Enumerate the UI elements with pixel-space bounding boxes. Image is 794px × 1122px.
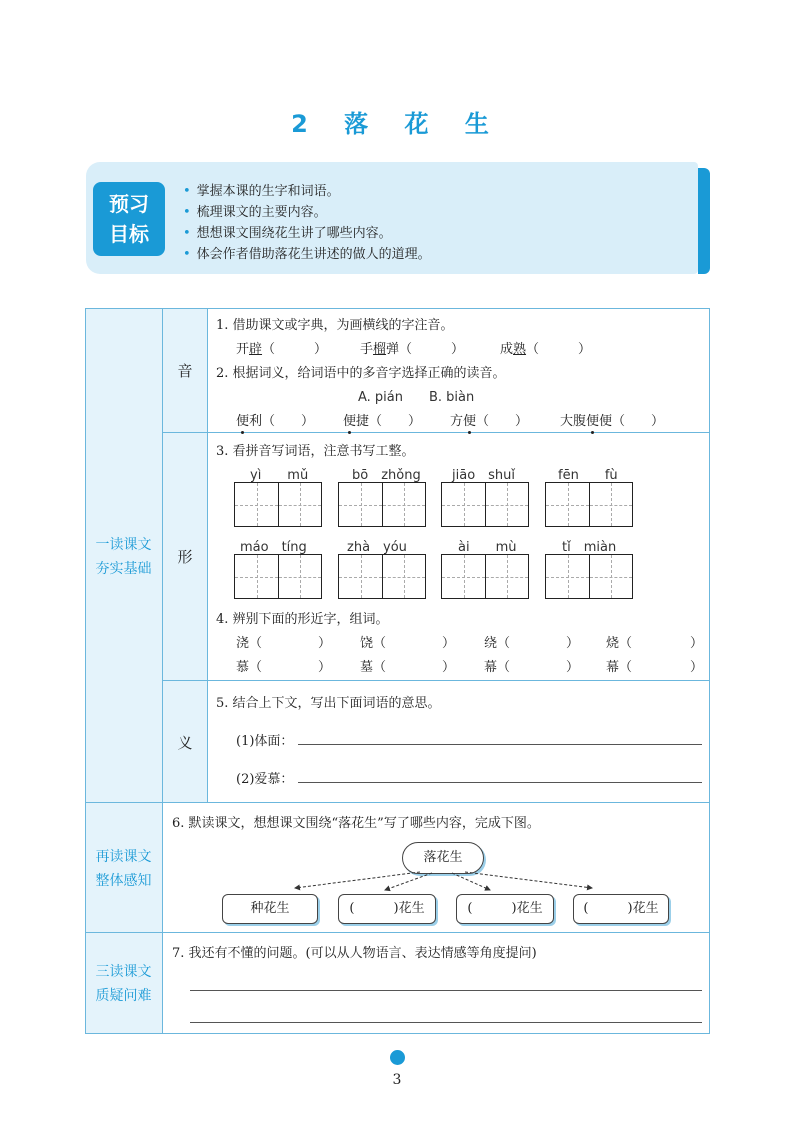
q4-close: ）	[690, 636, 704, 651]
pinyin-label: fēn fù	[558, 468, 618, 483]
q5-item-label: (1)体面：	[236, 734, 294, 749]
question-5: 5. 结合上下文，写出下面词语的意思。	[216, 696, 441, 711]
q4-item[interactable]: 浇（	[236, 636, 263, 651]
diagram-node[interactable]: ( )花生	[573, 894, 669, 924]
goals-tag-line2: 目标	[109, 222, 149, 246]
answer-line[interactable]	[190, 990, 702, 991]
page-marker-dot	[390, 1050, 405, 1065]
diagram-center-node: 落花生	[402, 842, 484, 874]
diagram-node[interactable]: ( )花生	[456, 894, 554, 924]
q4-close: ）	[318, 660, 332, 675]
q4-close: ）	[442, 660, 456, 675]
q1-item[interactable]: 开辟（ ）	[236, 342, 328, 357]
pinyin-label: zhà yóu	[347, 540, 407, 555]
diagram-node: 种花生	[222, 894, 318, 924]
q4-item[interactable]: 墓（	[360, 660, 387, 675]
sub-label-shape: 形	[177, 548, 193, 566]
section-label-2: 再读课文 整体感知	[95, 849, 152, 889]
page-number: 3	[392, 1072, 402, 1088]
pinyin-label: jiāo shuǐ	[452, 468, 516, 483]
question-2: 2. 根据词义，给词语中的多音字选择正确的读音。	[216, 366, 506, 381]
goals-tag-line1: 预习	[109, 192, 149, 216]
question-1: 1. 借助课文或字典，为画横线的字注音。	[216, 318, 454, 333]
q2-item[interactable]: 大腹便便（ ）	[560, 410, 664, 429]
section-label-3: 三读课文 质疑问难	[95, 964, 152, 1004]
q4-close: ）	[442, 636, 456, 651]
q2-options: A. pián B. biàn	[358, 390, 475, 405]
pinyin-label: máo tíng	[240, 540, 307, 555]
sub-label-sound: 音	[177, 362, 193, 380]
q4-item[interactable]: 幕（	[484, 660, 511, 675]
goal-item: • 想想课文围绕花生讲了哪些内容。	[183, 226, 392, 241]
sub-label-meaning: 义	[177, 734, 193, 752]
q2-item[interactable]: 方便（ ）	[450, 410, 528, 429]
q4-close: ）	[566, 660, 580, 675]
answer-line[interactable]	[190, 1022, 702, 1023]
pinyin-label: bō zhǒng	[352, 468, 421, 483]
q4-close: ）	[318, 636, 332, 651]
question-3: 3. 看拼音写词语，注意书写工整。	[216, 444, 415, 459]
goal-item: • 掌握本课的生字和词语。	[183, 184, 340, 199]
q4-item[interactable]: 慕（	[236, 660, 263, 675]
q1-item[interactable]: 手榴弹（ ）	[360, 342, 465, 357]
q2-item[interactable]: 便利（ ）	[236, 410, 314, 429]
q4-item[interactable]: 饶（	[360, 636, 387, 651]
goal-item: • 梳理课文的主要内容。	[183, 205, 327, 220]
section-label-1: 一读课文 夯实基础	[95, 537, 152, 577]
diagram-node[interactable]: ( )花生	[338, 894, 436, 924]
q4-close: ）	[690, 660, 704, 675]
page-title: 2 落 花 生	[291, 110, 503, 138]
question-4: 4. 辨别下面的形近字，组词。	[216, 612, 389, 627]
pinyin-label: yì mǔ	[250, 468, 309, 483]
q4-close: ）	[566, 636, 580, 651]
q1-item[interactable]: 成熟（ ）	[500, 342, 592, 357]
pinyin-label: ài mù	[458, 540, 517, 555]
q4-item[interactable]: 烧（	[606, 636, 633, 651]
question-7: 7. 我还有不懂的问题。(可以从人物语言、表达情感等角度提问)	[172, 946, 537, 961]
q4-item[interactable]: 幕（	[606, 660, 633, 675]
pinyin-label: tǐ miàn	[562, 540, 617, 555]
q5-item-label: (2)爱慕：	[236, 772, 294, 787]
q2-item[interactable]: 便捷（ ）	[343, 410, 421, 429]
q4-item[interactable]: 绕（	[484, 636, 511, 651]
goal-item: • 体会作者借助落花生讲述的做人的道理。	[183, 247, 431, 262]
question-6: 6. 默读课文，想想课文围绕“落花生”写了哪些内容，完成下图。	[172, 816, 540, 831]
